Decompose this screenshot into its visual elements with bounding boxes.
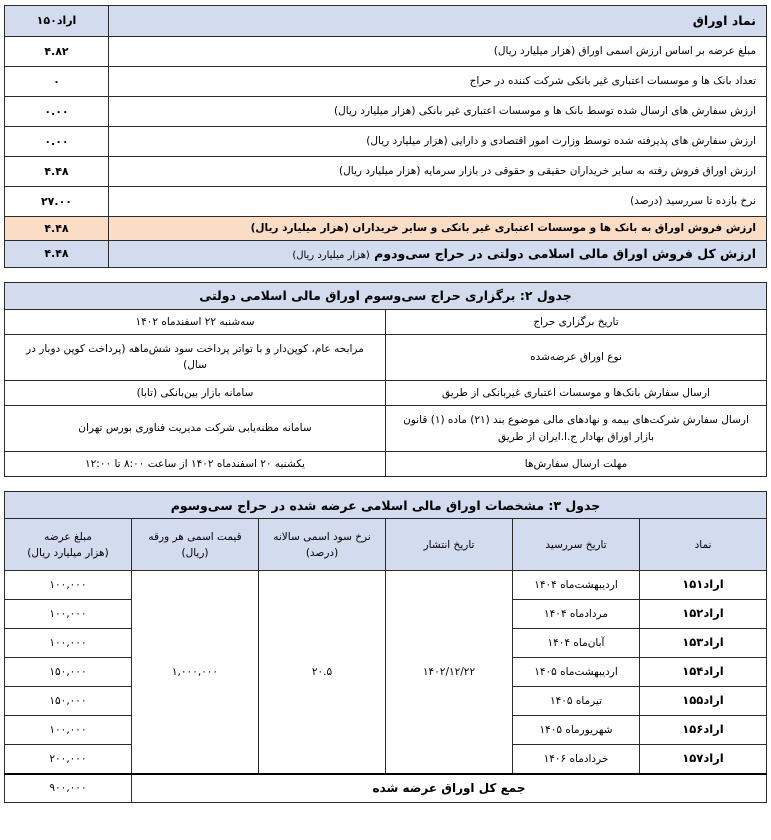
offered-securities-table: [4, 491, 767, 803]
column-header-offer-amount: [5, 519, 132, 571]
total-value: ۹۰۰,۰۰۰: [5, 774, 132, 803]
column-header-symbol: [640, 519, 767, 571]
row-key: مهلت ارسال سفارش‌ها: [386, 452, 767, 477]
cell-symbol: اراد۱۵۳: [640, 629, 767, 658]
table-row: [5, 97, 767, 127]
row-value: مرابحه عام، کوپن‌دار و با تواتر پرداخت سود شش‌ماهه (پرداخت کوپن دوبار در سال): [5, 334, 386, 380]
row-key: ارسال سفارش بانک‌ها و موسسات اعتباری غیربانکی از طریق: [386, 380, 767, 405]
total-label: جمع کل اوراق عرضه شده: [132, 774, 767, 803]
column-header-main: نرخ سود اسمی سالانه: [273, 530, 371, 543]
column-header-issue-date: [386, 519, 513, 571]
table-1-container: [4, 5, 767, 268]
cell-symbol: اراد۱۵۷: [640, 745, 767, 774]
row-value: سامانه بازار بین‌بانکی (تابا): [5, 380, 386, 405]
table-header-row: [5, 519, 767, 571]
row-value: ۰: [5, 67, 109, 97]
row-label: ارزش سفارش های پذیرفته شده توسط وزارت امور اقتصادی و دارایی (هزار میلیارد ریال): [109, 127, 767, 157]
cell-offer-amount: ۲۰۰,۰۰۰: [5, 745, 132, 774]
row-label: ارزش سفارش های ارسال شده توسط بانک ها و موسسات اعتباری غیر بانکی (هزار میلیارد ریال): [109, 97, 767, 127]
cell-offer-amount: ۱۰۰,۰۰۰: [5, 600, 132, 629]
table-3-body: [5, 571, 767, 803]
cell-symbol: اراد۱۵۱: [640, 571, 767, 600]
column-header-sub: (هزار میلیارد ریال): [27, 546, 109, 559]
table-row: [5, 380, 767, 405]
table-row-highlight-peach: [5, 217, 767, 241]
row-label: ارزش اوراق فروش رفته به سایر خریداران حقیقی و حقوقی در بازار سرمایه (هزار میلیارد ریال): [109, 157, 767, 187]
auction-details-table: [4, 282, 767, 478]
symbol-header-value: اراد۱۵۰: [5, 6, 109, 37]
column-header-nominal-rate: [259, 519, 386, 571]
row-value: ۴.۸۲: [5, 37, 109, 67]
table-row: [5, 37, 767, 67]
row-key: تاریخ برگزاری حراج: [386, 309, 767, 334]
table-row: [5, 452, 767, 477]
row-value: سه‌شنبه ۲۲ اسفندماه ۱۴۰۲: [5, 309, 386, 334]
row-value: ۲۷.۰۰: [5, 187, 109, 217]
auction-results-table: [4, 5, 767, 268]
table-row-total: [5, 774, 767, 803]
table-row: [5, 157, 767, 187]
table-row: [5, 309, 767, 334]
cell-offer-amount: ۱۰۰,۰۰۰: [5, 716, 132, 745]
column-header-nominal-price: [132, 519, 259, 571]
table-2-title: جدول ۲: برگزاری حراج سی‌وسوم اوراق مالی اسلامی دولتی: [5, 282, 767, 309]
total-label-unit: (هزار میلیارد ریال): [292, 250, 370, 262]
row-label: نرخ بازده تا سررسید (درصد): [109, 187, 767, 217]
cell-maturity-date: شهریورماه ۱۴۰۵: [513, 716, 640, 745]
column-header-main: تاریخ انتشار: [423, 538, 475, 551]
cell-offer-amount: ۱۰۰,۰۰۰: [5, 629, 132, 658]
column-header-sub: (ریال): [181, 546, 209, 559]
column-header-main: قیمت اسمی هر ورقه: [148, 530, 242, 543]
table-row: [5, 127, 767, 157]
cell-nominal-rate: ۲۰.۵: [259, 571, 386, 774]
table-1-body: [5, 6, 767, 268]
table-row: [5, 334, 767, 380]
cell-maturity-date: اردیبهشت‌ماه ۱۴۰۵: [513, 658, 640, 687]
row-label: مبلغ عرضه بر اساس ارزش اسمی اوراق (هزار میلیارد ریال): [109, 37, 767, 67]
column-header-maturity-date: [513, 519, 640, 571]
table-row-total: [5, 241, 767, 268]
table-row: [5, 406, 767, 452]
row-value: یکشنبه ۲۰ اسفندماه ۱۴۰۲ از ساعت ۸:۰۰ تا ۱۲:۰۰: [5, 452, 386, 477]
column-header-main: نماد: [694, 538, 712, 551]
row-value: ۴.۴۸: [5, 217, 109, 241]
cell-issue-date: ۱۴۰۲/۱۲/۲۲: [386, 571, 513, 774]
row-label: ارزش فروش اوراق به بانک ها و موسسات اعتباری غیر بانکی و سایر خریداران (هزار میلیارد ریال): [109, 217, 767, 241]
cell-maturity-date: آبان‌ماه ۱۴۰۴: [513, 629, 640, 658]
symbol-header-label: نماد اوراق: [109, 6, 767, 37]
table-row: [5, 6, 767, 37]
column-header-sub: (درصد): [305, 546, 339, 559]
cell-maturity-date: خردادماه ۱۴۰۶: [513, 745, 640, 774]
row-key: نوع اوراق عرضه‌شده: [386, 334, 767, 380]
column-header-main: تاریخ سررسید: [545, 538, 607, 551]
cell-symbol: اراد۱۵۶: [640, 716, 767, 745]
table-row: [5, 571, 767, 600]
table-title-row: [5, 282, 767, 309]
cell-maturity-date: اردیبهشت‌ماه ۱۴۰۴: [513, 571, 640, 600]
table-row: [5, 187, 767, 217]
table-row: [5, 67, 767, 97]
cell-nominal-price: ۱,۰۰۰,۰۰۰: [132, 571, 259, 774]
table-2-container: [4, 282, 767, 478]
cell-offer-amount: ۱۰۰,۰۰۰: [5, 571, 132, 600]
table-2-body: [5, 282, 767, 477]
table-3-container: [4, 491, 767, 803]
cell-symbol: اراد۱۵۴: [640, 658, 767, 687]
cell-symbol: اراد۱۵۲: [640, 600, 767, 629]
cell-offer-amount: ۱۵۰,۰۰۰: [5, 687, 132, 716]
row-value: سامانه مظنه‌یابی شرکت مدیریت فناوری بورس تهران: [5, 406, 386, 452]
cell-symbol: اراد۱۵۵: [640, 687, 767, 716]
row-value: ۰.۰۰: [5, 127, 109, 157]
total-row-label: [109, 241, 767, 268]
table-3-title: جدول ۳: مشخصات اوراق مالی اسلامی عرضه شده در حراج سی‌وسوم: [5, 492, 767, 519]
cell-maturity-date: تیرماه ۱۴۰۵: [513, 687, 640, 716]
table-3-head: [5, 492, 767, 571]
cell-maturity-date: مردادماه ۱۴۰۴: [513, 600, 640, 629]
row-label: تعداد بانک ها و موسسات اعتباری غیر بانکی شرکت کننده در حراج: [109, 67, 767, 97]
row-value: ۴.۴۸: [5, 157, 109, 187]
total-row-value: ۴.۴۸: [5, 241, 109, 268]
column-header-main: مبلغ عرضه: [44, 530, 92, 543]
cell-offer-amount: ۱۵۰,۰۰۰: [5, 658, 132, 687]
total-label-main: ارزش کل فروش اوراق مالی اسلامی دولتی در حراج سی‌ودوم: [369, 246, 756, 262]
table-title-row: [5, 492, 767, 519]
row-key: ارسال سفارش شرکت‌های بیمه و نهادهای مالی موضوع بند (۲۱) ماده (۱) قانون بازار اوراق بهادار ج.ا.ایران از طریق: [386, 406, 767, 452]
document-page: [0, 5, 771, 840]
row-value: ۰.۰۰: [5, 97, 109, 127]
